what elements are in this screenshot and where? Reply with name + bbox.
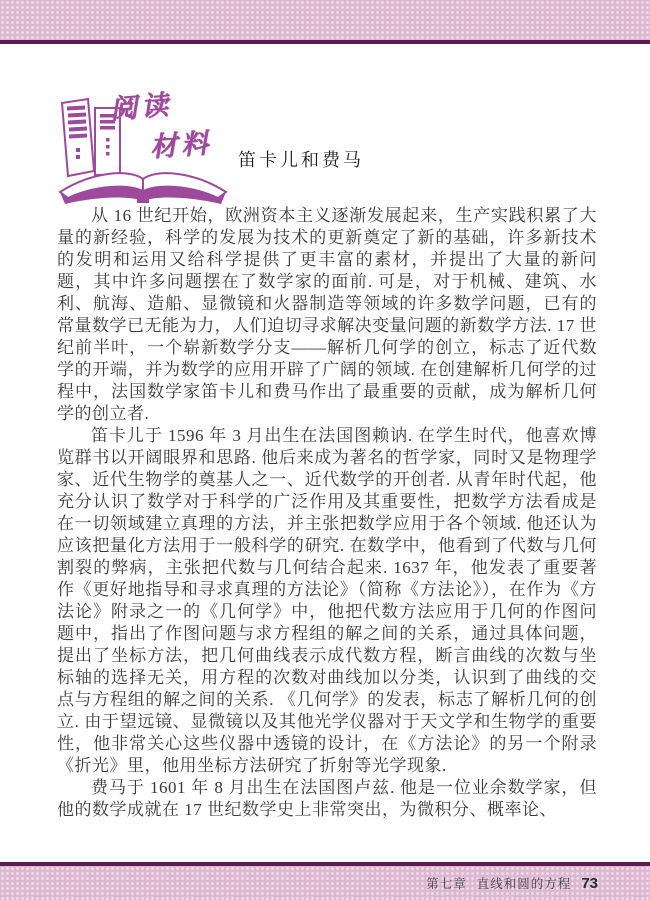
logo-text-reading: 阅读 <box>108 89 174 126</box>
logo-text-material: 材料 <box>148 127 214 164</box>
chapter-label: 第七章 <box>426 877 467 891</box>
article-body <box>57 205 597 821</box>
paragraph-3: 费马于 1601 年 8 月出生在法国图卢兹. 他是一位业余数学家，但他的数学成就在 17 世纪数学史上非常突出，为微积分、概率论、 <box>57 778 597 819</box>
top-decorative-band <box>0 0 650 44</box>
page-number: 73 <box>581 874 598 892</box>
article-title: 笛卡儿和费马 <box>238 150 364 170</box>
reading-material-logo <box>48 89 228 208</box>
paragraph-1: 从 16 世纪开始，欧洲资本主义逐渐发展起来，生产实践积累了大量的新经验，科学的发展为技术的更新奠定了新的基础，许多新技术的发明和运用又给科学提供了更丰富的素材，并提出了大量的新问题，其中许多问题摆在了数学家的面前. 可是，对于机械、建筑、水利、航海、造船、显微镜和火器制造等领域的许多数学问题，已有的常量数学已无能为力，人们迫切寻求解决变量问题的新数学方法. 17 世纪前半叶，一个崭新数学分支——解析几何学的创立，标志了近代数学的开端，并为数学的应用开辟了广阔的领域. 在创建解析几何学的过程中，法国数学家笛卡儿和费马作出了最重要的贡献，成为解析几何学的创立者. <box>57 206 597 423</box>
page-footer <box>426 866 598 900</box>
section-title-label: 直线和圆的方程 <box>476 877 572 891</box>
paragraph-2: 笛卡儿于 1596 年 3 月出生在法国图赖讷. 在学生时代，他喜欢博览群书以开阔眼界和思路. 他后来成为著名的哲学家，同时又是物理学家、近代生物学的奠基人之一、近代数学的开创者. 从青年时代起，他充分认识了数学对于科学的广泛作用及其重要性，把数学方法看成是在一切领域建立真理的方法，并主张把数学应用于各个领域. 他还认为应该把量化方法用于一般科学的研究. 在数学中，他看到了代数与几何割裂的弊病，主张把代数与几何结合起来. 1637 年，他发表了重要著作《更好地指导和寻求真理的方法论》（简称《方法论》），在作为《方法论》附录之一的《几何学》中，他把代数方法应用于几何的作图问题中，指出了作图问题与求方程组的解之间的关系，通过具体问题，提出了坐标方法，把几何曲线表示成代数方程，断言曲线的次数与坐标轴的选择无关，用方程的次数对曲线加以分类，认识到了曲线的交点与方程组的解之间的关系. 《几何学》的发表，标志了解析几何的创立. 由于望远镜、显微镜以及其他光学仪器对于天文学和生物学的重要性，他非常关心这些仪器中透镜的设计，在《方法论》的另一个附录《折光》里，他用坐标方法研究了折射等光学现象. <box>57 426 597 775</box>
